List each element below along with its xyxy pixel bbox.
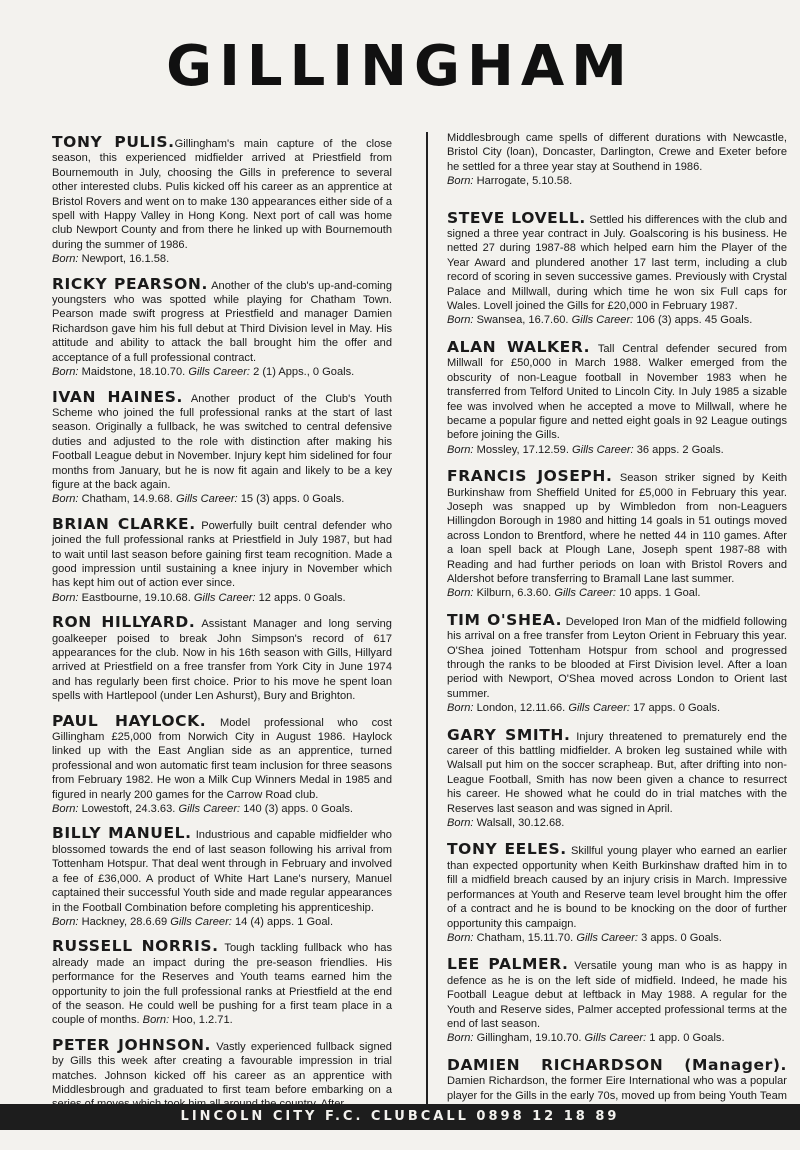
career-value: 17 apps. 0 Goals. [633, 702, 721, 715]
career-label: Gills Career: [571, 314, 634, 327]
player-name: IVAN HAINES. [52, 387, 184, 406]
player-text: Versatile young man who is as happy in defence as he is on the left side of midfield. Indeed, he made his Football League debut at leftback in May 1988. A regular for the Youth and Reserve sides, Palmer accepted professional terms at the end of last season. [447, 960, 788, 1030]
player-bio [52, 514, 392, 605]
career-value: 15 (3) apps. 0 Goals. [240, 493, 345, 506]
player-bio [52, 387, 392, 507]
player-text: Another product of the Club's Youth Scheme who joined the full professional ranks at the start of last season. Originally a fullback, he was switched to central defensive duties and adjusted to the role with distinction after making his Football League debut in November. Injury kept him sidelined for four months from January, but he is now fit again and likely to be a key figure at the back again. [52, 392, 392, 491]
born-label: Born: [447, 587, 474, 600]
born-label: Born: [52, 915, 79, 928]
born-value: Harrogate, 5.10.58. [476, 175, 573, 188]
career-label: Gills Career: [568, 702, 630, 715]
player-name: BILLY MANUEL. [52, 824, 192, 843]
player-bio [52, 826, 392, 929]
career-value: 12 apps. 0 Goals. [258, 591, 346, 604]
player-text: Gillingham's main capture of the close season, this experienced midfielder arrived at Priestfield from Bournemouth in July, choosing the Gills in preference to several other interested clubs. Pulis kicked off his career as an apprentice at Bristol Rovers and went on to make 130 appearances either side of a spell with Happy Valley in Hong Kong. Next port of call was home club Newport County and from there he linked up with Bournemouth during the summer of 1986. [52, 138, 392, 251]
player-name: ALAN WALKER. [447, 337, 591, 356]
born-label: Born: [447, 314, 474, 327]
born-label: Born: [447, 817, 474, 830]
career-value: 140 (3) apps. 0 Goals. [243, 803, 353, 816]
career-label: Gills Career: [554, 587, 616, 600]
born-value: Gillingham, 19.10.70. [476, 1032, 582, 1045]
player-text: Powerfully built central defender who joined the full professional ranks at Priestfield in July 1987, but had to wait until last season before gaining first team recognition. Made a good impression until sustaining a knee injury in November which has kept him out of action ever since. [52, 519, 392, 590]
born-value: Kilburn, 6.3.60. [476, 587, 552, 600]
career-label: Gills Career: [170, 915, 232, 928]
player-bio [447, 337, 787, 457]
player-bio [52, 135, 392, 267]
player-text: Tall Central defender secured from Millwall for £50,000 in March 1988. Walker emerged from the obscurity of non-League football in November 1983 when he transferred from Telford United to Lincoln City. In July 1985 a sizable fee was involved when he accepted a move to Millwall, where he became a popular figure and netted eight goals in 92 League outings before joining the Gills. [447, 342, 787, 442]
player-bio [52, 274, 392, 380]
player-text: Damien Richardson, the former Eire International who was a popular player for the Gills in the early 70s, moved up from being Youth Team [447, 1075, 787, 1102]
career-label: Gills Career: [188, 366, 250, 379]
born-label: Born: [52, 253, 79, 266]
player-bio [52, 1035, 392, 1112]
born-label: Born: [52, 366, 79, 379]
career-label: Gills Career: [178, 803, 241, 816]
career-value: 10 apps. 1 Goal. [619, 587, 701, 600]
player-bio-continued [447, 131, 787, 189]
player-text: Settled his differences with the club and signed a three year contract in July. Goalscoring is his business. He netted 27 during 1987-88 which helped earn him the Player of the Year Award and plundered another 17 last term, including a club record of scoring in seven successive games. Previously with Crystal Palace and Millwall, during which time he won six Full caps for Wales. Lovell joined the Gills for £20,000 in February 1987. [447, 213, 787, 313]
born-label: Born: [52, 591, 79, 604]
player-bio [447, 957, 787, 1045]
player-text: Industrious and capable midfielder who blossomed towards the end of last season following his arrival from Tottenham Hotspur. That deal went through in February and involved a fee of £36,000. A product of White Hart Lane's nursery, Manuel captained their successful Youth side and made regular appearances in the Football Combination before completing his apprenticeship. [52, 829, 392, 914]
born-label: Born: [447, 443, 474, 456]
player-name: LEE PALMER. [447, 955, 569, 974]
born-value: Hackney, 28.6.69 [81, 915, 168, 928]
player-text: Middlesbrough came spells of different durations with Newcastle, Bristol City (loan), Doncaster, Darlington, Crewe and Exeter before he settled for a three year stay at Southend in 1986. [447, 132, 787, 173]
born-value: Eastbourne, 19.10.68. [81, 591, 191, 604]
player-bio [447, 208, 787, 328]
born-value: London, 12.11.66. [476, 702, 566, 715]
player-name: FRANCIS JOSEPH. [447, 467, 613, 486]
player-name: RON HILLYARD. [52, 613, 196, 632]
player-name: STEVE LOVELL. [447, 208, 586, 227]
player-text: Model professional who cost Gillingham £25,000 from Norwich City in August 1986. Haylock linked up with the East Anglian side as an apprentice, turned professional and won automatic first team inclusion for three seasons from February 1982. He won a Milk Cup Winners Medal in 1985 and figured in nearly 200 games for the Carrow Road club. [52, 716, 392, 801]
player-text: Vastly experienced fullback signed by Gills this week after creating a favourable impression in trial matches. Johnson kicked off his career as an apprentice with Middlesbrough and graduated to first team before embarking on a [52, 1040, 392, 1096]
player-bio [447, 610, 787, 716]
born-value: Walsall, 30.12.68. [476, 817, 565, 830]
player-text: Skillful young player who earned an earlier than expected opportunity when Keith Burkinshaw drafted him in to fill a midfield breach caused by an injury crisis in March. Impressive performances at Youth and Reserve team level brought him the offer of a contract and he is bound to be knocking on the door of further opportunity this campaign. [447, 845, 787, 930]
player-bio [447, 842, 787, 945]
career-value: 14 (4) apps. 1 Goal. [234, 915, 334, 928]
born-value: Chatham, 14.9.68. [81, 493, 173, 506]
player-name: GARY SMITH. [447, 725, 571, 744]
player-text: Developed Iron Man of the midfield following his arrival on a free transfer from Leyton Orient in February this year. O'Shea joined Tottenham Hotspur from school and progressed through the ranks to be blooded at First Division level. After a loan period with Newport, O'Shea moved across London to Orient last summer. [447, 615, 787, 700]
born-label: Born: [447, 931, 474, 944]
player-text: Assistant Manager and long serving goalkeeper poised to break John Simpson's record of 617 appearances for the club. Now in his 16th season with Gills, Hillyard arrived at Priestfield on a free transfer from York City in June 1974 and has regularly been first choice. Prior to his move he spent loan spells with Hartlepool (under Len Ashurst), Bury and Brighton. [52, 618, 392, 703]
player-name: TONY PULIS. [52, 133, 175, 151]
born-label: Born: [52, 493, 79, 506]
player-text: Tough tackling fullback who has already made an impact during the pre-season friendlies. His performance for the Reserves and Youth teams earned him the opportunity to join the full professional ranks at Priestfield at the end of the season. He could well be pushing for a first team place in a couple of months. [52, 942, 392, 1027]
player-name: DAMIEN RICHARDSON (Manager). [447, 1055, 787, 1074]
player-text: Another of the club's up-and-coming youngsters who was spotted while playing for Chatham Town. Pearson made swift progress at Priestfield and manager Damien Richardson gave him his full debut at Third Division level in May. His attitude and ability to attack the ball brought him the offer and acceptance of a full professional contract. [52, 279, 392, 364]
career-label: Gills Career: [193, 591, 256, 604]
career-value: 36 apps. 2 Goals. [636, 443, 724, 456]
career-label: Gills Career: [576, 931, 638, 944]
career-label: Gills Career: [175, 493, 238, 506]
player-name: TIM O'SHEA. [447, 610, 563, 629]
player-bio [52, 939, 392, 1027]
player-name: PAUL HAYLOCK. [52, 711, 207, 730]
born-label: Born: [142, 1014, 170, 1027]
player-bio [52, 711, 392, 817]
player-name: RICKY PEARSON. [52, 274, 208, 293]
born-label: Born: [447, 702, 474, 715]
career-value: 2 (1) Apps., 0 Goals. [253, 366, 355, 379]
player-name: TONY EELES. [447, 840, 567, 859]
born-value: Maidstone, 18.10.70. [81, 366, 186, 379]
page-title: GILLINGHAM [166, 34, 634, 99]
born-label: Born: [447, 175, 474, 188]
player-name: BRIAN CLARKE. [52, 514, 196, 533]
career-value: 1 app. 0 Goals. [649, 1032, 725, 1045]
career-label: Gills Career: [572, 443, 634, 456]
footer-banner: LINCOLN CITY F.C. CLUBCALL 0898 12 18 89 [0, 1104, 800, 1130]
right-column [447, 131, 787, 1129]
player-bio [447, 725, 787, 831]
born-value: Newport, 16.1.58. [81, 253, 170, 266]
career-value: 106 (3) apps. 45 Goals. [636, 314, 753, 327]
player-text: Injury threatened to prematurely end the career of this battling midfielder. A broken leg sustained while with Walsall put him on the soccer scrapheap. But, after drifting into non-League Football, Smith has now been given a chance to resurrect his career. He showed what he could do in trial matches with the Reserves last season and was signed in April. [447, 730, 787, 815]
born-label: Born: [447, 1032, 474, 1045]
career-value: 3 apps. 0 Goals. [641, 931, 722, 944]
born-value: Mossley, 17.12.59. [476, 443, 569, 456]
player-bio [447, 469, 787, 601]
born-value: Swansea, 16.7.60. [476, 314, 569, 327]
career-label: Gills Career: [584, 1032, 647, 1045]
player-text: Season striker signed by Keith Burkinshaw from Sheffield United for £5,000 in February this year. Joseph was snapped up by Wimbledon from non-Leaguers Hillingdon Borough in 1980 and hitting 14 goals in 51 outings moved across London to Brentford, where he netted 44 in 110 games. After a loan spell back at Plough Lane, Joseph spent 1987-88 with Reading and had further periods on loan with Bristol Rovers and Aldershot before transferring to Bramall Lane last summer. [447, 472, 787, 585]
column-divider [426, 132, 428, 1104]
born-label: Born: [52, 803, 79, 816]
left-column [52, 135, 392, 1122]
player-name: RUSSELL NORRIS. [52, 937, 219, 956]
born-value: Lowestoft, 24.3.63. [81, 803, 176, 816]
born-value: Hoo, 1.2.71. [172, 1014, 233, 1027]
born-value: Chatham, 15.11.70. [476, 931, 574, 944]
player-bio [52, 615, 392, 703]
player-name: PETER JOHNSON. [52, 1035, 212, 1054]
